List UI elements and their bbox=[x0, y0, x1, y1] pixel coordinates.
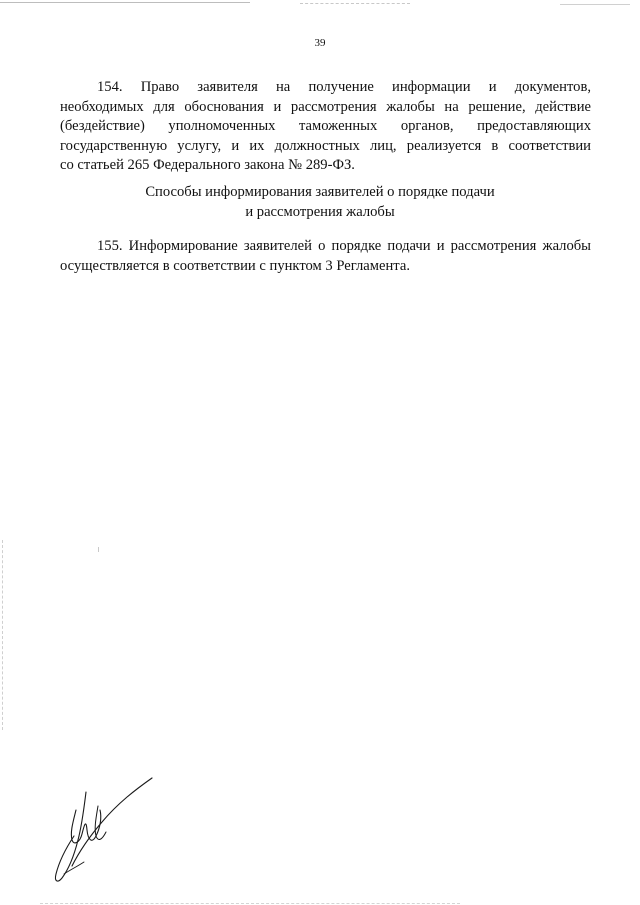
paragraph-line: 155. Информирование заявителей о порядке подачи и рассмотрения жалобы bbox=[97, 238, 591, 254]
heading-line: Способы информирования заявителей о порядке подачи bbox=[145, 184, 495, 200]
scan-edge-mark bbox=[0, 2, 250, 3]
heading-line: и рассмотрения жалобы bbox=[245, 203, 395, 220]
paragraph-line: 154. Право заявителя на получение информации и документов, bbox=[97, 79, 591, 95]
scan-edge-mark bbox=[40, 903, 460, 904]
paragraph-line: необходимых для обоснования и рассмотрения жалобы на решение, действие bbox=[60, 98, 591, 115]
paragraph-line: со статьей 265 Федерального закона № 289-ФЗ. bbox=[60, 157, 355, 173]
signature-stroke bbox=[64, 862, 84, 874]
paragraph-155 bbox=[60, 237, 591, 276]
section-heading bbox=[0, 183, 640, 222]
scan-edge-mark bbox=[560, 4, 630, 5]
handwritten-signature bbox=[40, 770, 170, 885]
paragraph-line: (бездействие) уполномоченных таможенных органов, предоставляющих bbox=[60, 118, 591, 134]
paragraph-line: осуществляется в соответствии с пунктом 3 Регламента. bbox=[60, 257, 410, 274]
scan-edge-mark bbox=[2, 540, 3, 730]
scan-speck bbox=[98, 547, 99, 552]
paragraph-154 bbox=[60, 78, 591, 176]
signature-stroke bbox=[72, 778, 152, 866]
paragraph-line: государственную услугу, и их должностных лиц, реализуется в соответствии bbox=[60, 137, 591, 154]
page-number: 39 bbox=[314, 37, 326, 49]
scan-edge-mark bbox=[300, 3, 410, 4]
